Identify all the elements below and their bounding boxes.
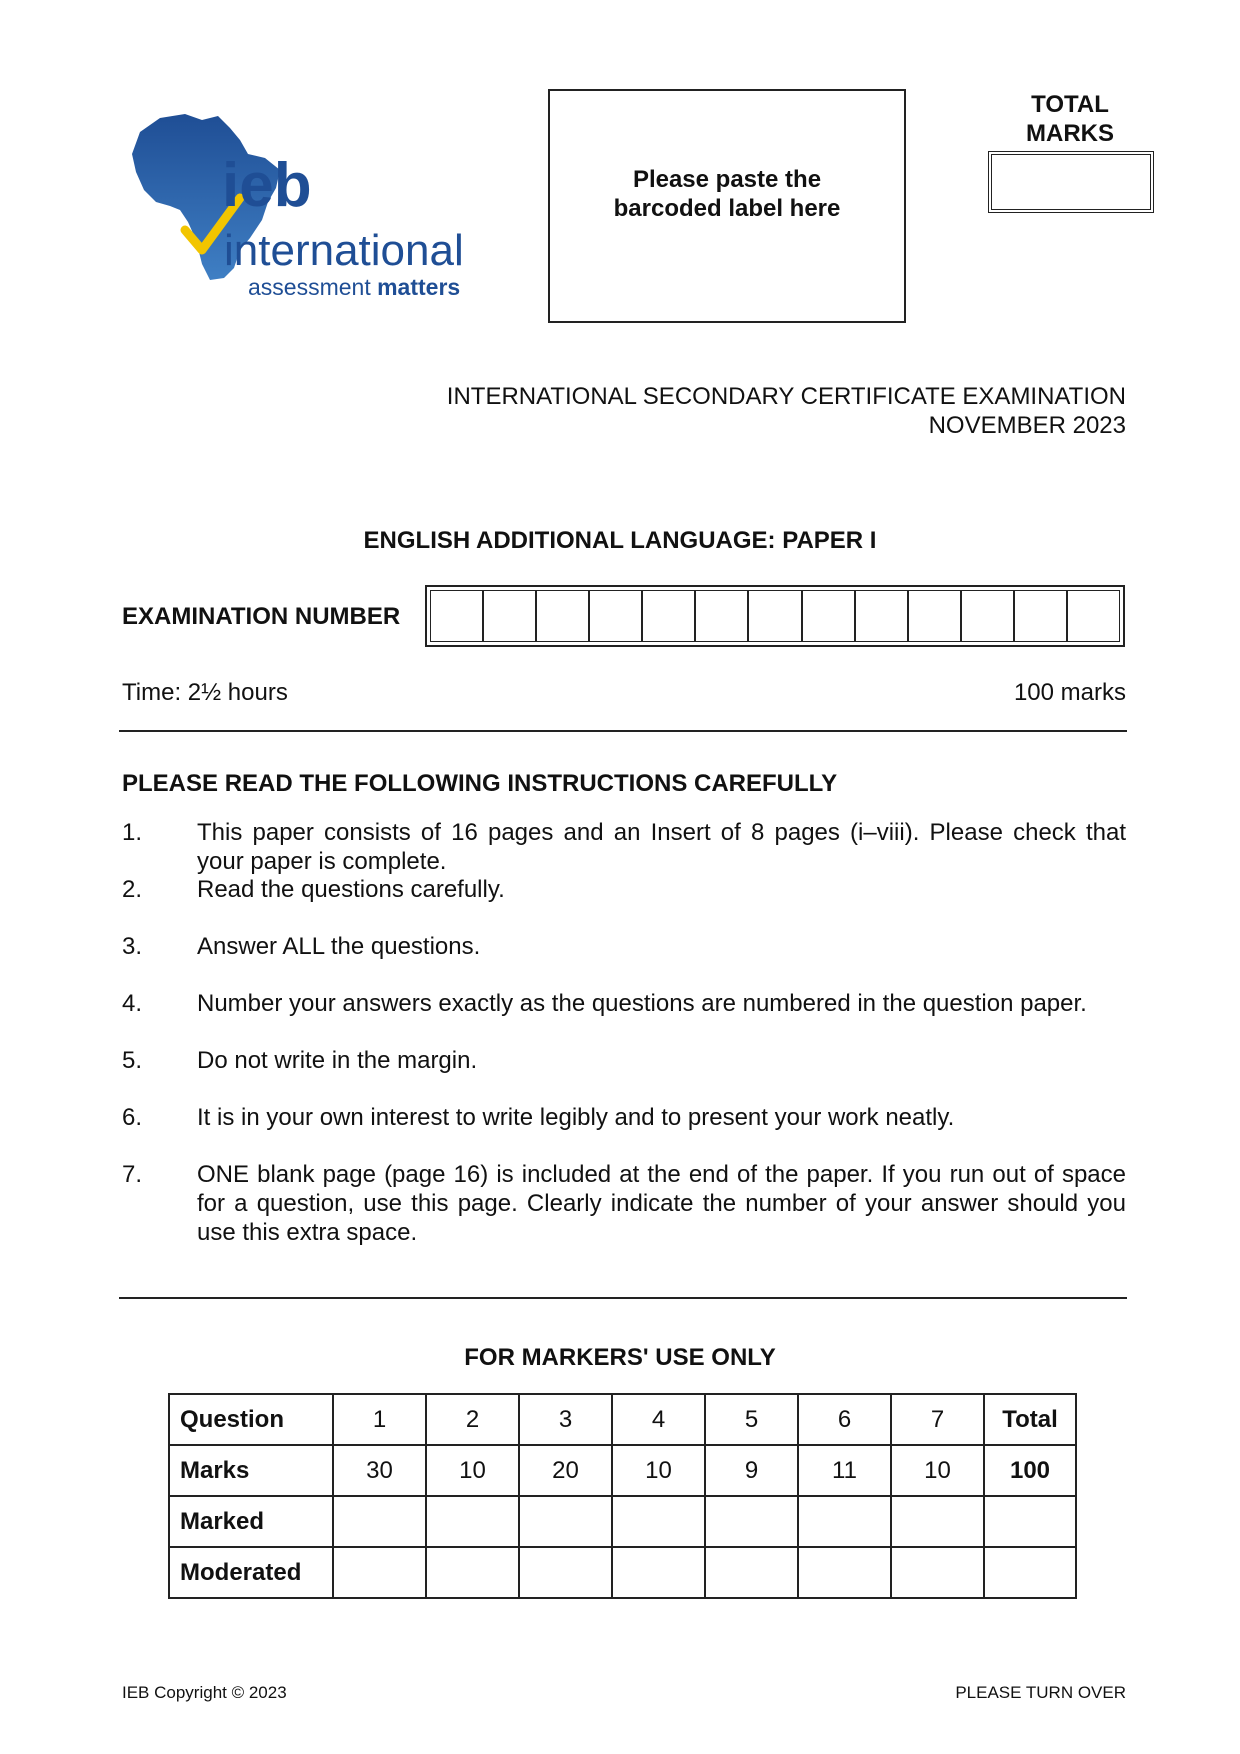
question-marks-cell: 10 [612, 1445, 705, 1496]
marked-cell[interactable] [798, 1496, 891, 1547]
instruction-number: 4. [122, 990, 143, 1017]
exam-number-cell[interactable] [1068, 591, 1119, 641]
logo-line2-bold: matters [377, 274, 461, 300]
markers-row [169, 1496, 1076, 1547]
footer-copyright: IEB Copyright © 2023 [122, 1683, 287, 1702]
instruction-text: ONE blank page (page 16) is included at the end of the paper. If you run out of space for a question, use this page. Clearly indicate the number of your answer should you use this extra space. [197, 1161, 1126, 1246]
marked-cell[interactable] [705, 1496, 798, 1547]
marked-cell[interactable] [891, 1496, 984, 1547]
total-marks-line2: MARKS [1026, 120, 1114, 147]
moderated-cell[interactable] [612, 1547, 705, 1598]
question-marks-cell: 30 [333, 1445, 426, 1496]
marks-total-cell: 100 [984, 1445, 1076, 1496]
question-number-cell: 1 [333, 1394, 426, 1445]
exam-number-cell[interactable] [803, 591, 856, 641]
exam-number-cell[interactable] [643, 591, 696, 641]
instruction-text: This paper consists of 16 pages and an Insert of 8 pages (i–viii). Please check that your paper is complete. [197, 819, 1126, 875]
total-header-cell: Total [984, 1394, 1076, 1445]
footer-turn-over: PLEASE TURN OVER [955, 1683, 1126, 1702]
exam-title [447, 382, 1126, 440]
exam-number-cell[interactable] [696, 591, 749, 641]
total-marks-box[interactable] [988, 151, 1154, 213]
instruction-text: Number your answers exactly as the questions are numbered in the question paper. [197, 990, 1087, 1017]
total-marks-line1: TOTAL [1031, 91, 1109, 118]
markers-row-label: Question [169, 1394, 333, 1445]
divider [119, 730, 1127, 732]
africa-map-icon [130, 110, 490, 310]
exam-number-cell[interactable] [856, 591, 909, 641]
moderated-cell[interactable] [705, 1547, 798, 1598]
question-marks-cell: 9 [705, 1445, 798, 1496]
question-number-cell: 4 [612, 1394, 705, 1445]
ieb-international-logo [130, 110, 490, 310]
marked-cell[interactable] [333, 1496, 426, 1547]
question-number-cell: 3 [519, 1394, 612, 1445]
question-number-cell: 5 [705, 1394, 798, 1445]
markers-row-label: Marked [169, 1496, 333, 1547]
instructions-heading: PLEASE READ THE FOLLOWING INSTRUCTIONS CAREFULLY [122, 770, 838, 797]
logo-name: ieb [222, 151, 312, 220]
exam-number-cell[interactable] [909, 591, 962, 641]
paper-title: ENGLISH ADDITIONAL LANGUAGE: PAPER I [363, 527, 877, 554]
exam-number-cell[interactable] [962, 591, 1015, 641]
marked-cell[interactable] [519, 1496, 612, 1547]
marked-total-cell[interactable] [984, 1496, 1076, 1547]
barcode-label-text: Please paste the barcoded label here [613, 166, 841, 222]
instruction-number: 1. [122, 819, 143, 846]
markers-row-label: Moderated [169, 1547, 333, 1598]
moderated-cell[interactable] [891, 1547, 984, 1598]
moderated-cell[interactable] [333, 1547, 426, 1598]
instruction-number: 5. [122, 1047, 143, 1074]
exam-number-grid[interactable] [425, 585, 1125, 647]
logo-line2-prefix: assessment [248, 274, 378, 300]
moderated-cell[interactable] [426, 1547, 519, 1598]
instruction-number: 7. [122, 1161, 143, 1188]
moderated-cell[interactable] [798, 1547, 891, 1598]
question-marks-cell: 11 [798, 1445, 891, 1496]
exam-number-cell[interactable] [590, 591, 643, 641]
exam-number-cell[interactable] [484, 591, 537, 641]
time-allowed: Time: 2½ hours [122, 679, 288, 706]
question-number-cell: 6 [798, 1394, 891, 1445]
divider [119, 1297, 1127, 1299]
marked-cell[interactable] [612, 1496, 705, 1547]
instruction-text: Read the questions carefully. [197, 876, 505, 903]
exam-number-cell[interactable] [1015, 591, 1068, 641]
exam-number-cell[interactable] [537, 591, 590, 641]
instruction-text: Answer ALL the questions. [197, 933, 481, 960]
logo-line1: international [224, 226, 464, 275]
markers-row [169, 1445, 1076, 1496]
markers-table [168, 1393, 1077, 1599]
total-marks-text: 100 marks [1013, 679, 1126, 706]
svg-text:assessment matters [248, 274, 460, 300]
moderated-total-cell[interactable] [984, 1547, 1076, 1598]
instruction-number: 3. [122, 933, 143, 960]
instruction-number: 2. [122, 876, 143, 903]
question-number-cell: 7 [891, 1394, 984, 1445]
exam-number-label: EXAMINATION NUMBER [122, 603, 401, 630]
markers-row [169, 1394, 1076, 1445]
total-marks-label [990, 90, 1150, 148]
question-number-cell: 2 [426, 1394, 519, 1445]
barcode-label-box [548, 89, 906, 323]
question-marks-cell: 20 [519, 1445, 612, 1496]
question-marks-cell: 10 [891, 1445, 984, 1496]
markers-row-label: Marks [169, 1445, 333, 1496]
exam-title-line1: INTERNATIONAL SECONDARY CERTIFICATE EXAMINATION [446, 383, 1126, 410]
instruction-number: 6. [122, 1104, 143, 1131]
markers-row [169, 1547, 1076, 1598]
marked-cell[interactable] [426, 1496, 519, 1547]
question-marks-cell: 10 [426, 1445, 519, 1496]
moderated-cell[interactable] [519, 1547, 612, 1598]
instruction-text: It is in your own interest to write legibly and to present your work neatly. [197, 1104, 955, 1131]
exam-number-cell[interactable] [749, 591, 802, 641]
exam-number-cell[interactable] [431, 591, 484, 641]
instruction-text: Do not write in the margin. [197, 1047, 478, 1074]
exam-title-line2: NOVEMBER 2023 [928, 412, 1126, 439]
markers-heading: FOR MARKERS' USE ONLY [464, 1344, 776, 1371]
